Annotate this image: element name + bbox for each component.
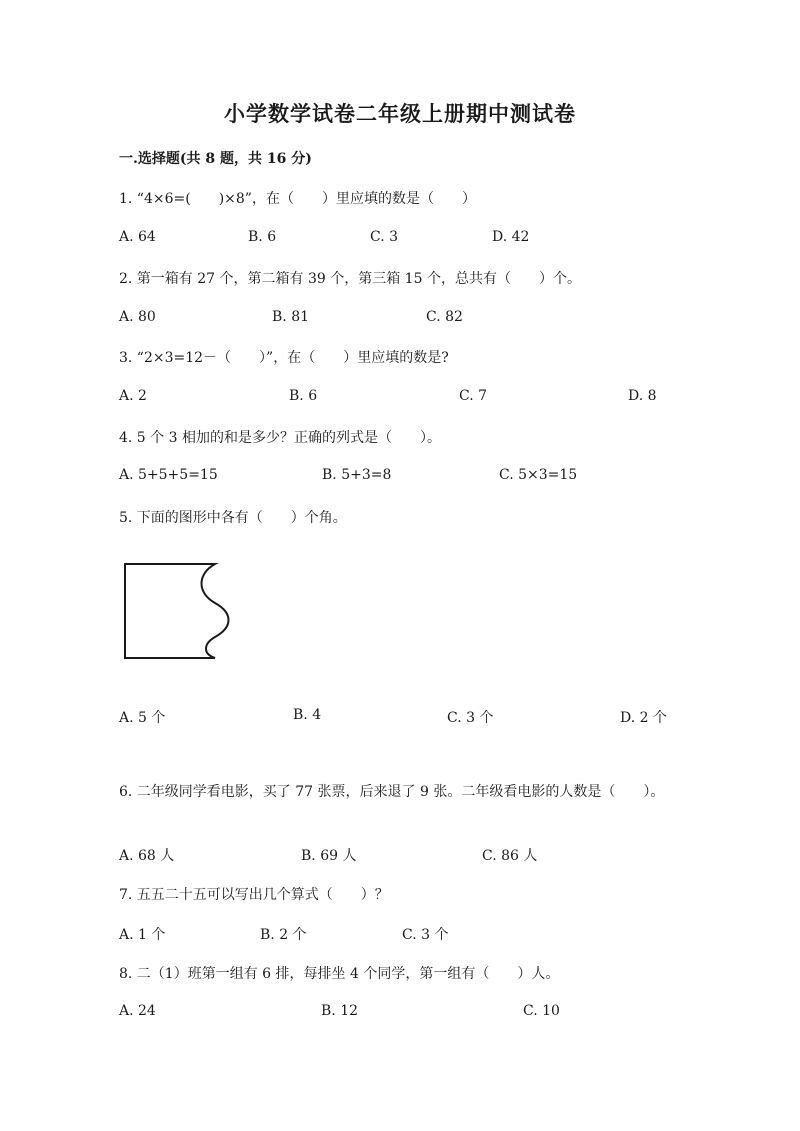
page-title: 小学数学试卷二年级上册期中测试卷 xyxy=(224,101,576,126)
corner-figure xyxy=(115,555,235,667)
q1-option-a: A. 64 xyxy=(119,229,156,245)
q5-option-b: B. 4 xyxy=(293,707,322,723)
q3-option-d: D. 8 xyxy=(628,388,657,404)
q8-option-c: C. 10 xyxy=(523,1003,560,1019)
q1-option-d: D. 42 xyxy=(492,229,530,245)
q3-option-a: A. 2 xyxy=(119,388,147,404)
q2-option-b: B. 81 xyxy=(272,309,310,325)
section-heading: 一.选择题(共 8 题，共 16 分) xyxy=(119,151,312,167)
q1-option-b: B. 6 xyxy=(248,229,277,245)
question-4: 4. 5 个 3 相加的和是多少？正确的列式是（ ）。 xyxy=(119,430,441,446)
q7-option-c: C. 3 个 xyxy=(402,927,449,943)
q1-option-c: C. 3 xyxy=(370,229,399,245)
q6-option-a: A. 68 人 xyxy=(119,848,175,864)
q3-option-b: B. 6 xyxy=(289,388,318,404)
q4-option-c: C. 5×3=15 xyxy=(499,467,578,483)
question-7: 7. 五五二十五可以写出几个算式（ ）？ xyxy=(119,887,389,903)
q6-option-c: C. 86 人 xyxy=(482,848,538,864)
q2-option-c: C. 82 xyxy=(426,309,463,325)
question-3: 3. “2×3=12－（ ）”，在（ ）里应填的数是? xyxy=(119,350,449,366)
question-8: 8. 二（1）班第一组有 6 排，每排坐 4 个同学，第一组有（ ）人。 xyxy=(119,966,560,982)
q7-option-b: B. 2 个 xyxy=(260,927,307,943)
q2-option-a: A. 80 xyxy=(119,309,156,325)
q5-option-c: C. 3 个 xyxy=(447,710,494,726)
q3-option-c: C. 7 xyxy=(459,388,488,404)
q7-option-a: A. 1 个 xyxy=(119,927,166,943)
question-2: 2. 第一箱有 27 个，第二箱有 39 个，第三箱 15 个，总共有（ ）个。 xyxy=(119,271,581,287)
q8-option-b: B. 12 xyxy=(321,1003,359,1019)
question-5: 5. 下面的图形中各有（ ）个角。 xyxy=(119,510,347,526)
q5-option-d: D. 2 个 xyxy=(620,710,667,726)
q6-option-b: B. 69 人 xyxy=(301,848,357,864)
q4-option-b: B. 5+3=8 xyxy=(322,467,392,483)
q5-option-a: A. 5 个 xyxy=(119,710,166,726)
question-6: 6. 二年级同学看电影，买了 77 张票，后来退了 9 张。二年级看电影的人数是（ ）。 xyxy=(119,784,665,800)
q8-option-a: A. 24 xyxy=(119,1003,156,1019)
question-1: 1. “4×6=( )×8”，在（ ）里应填的数是（ ） xyxy=(119,191,476,207)
q4-option-a: A. 5+5+5=15 xyxy=(119,467,218,483)
